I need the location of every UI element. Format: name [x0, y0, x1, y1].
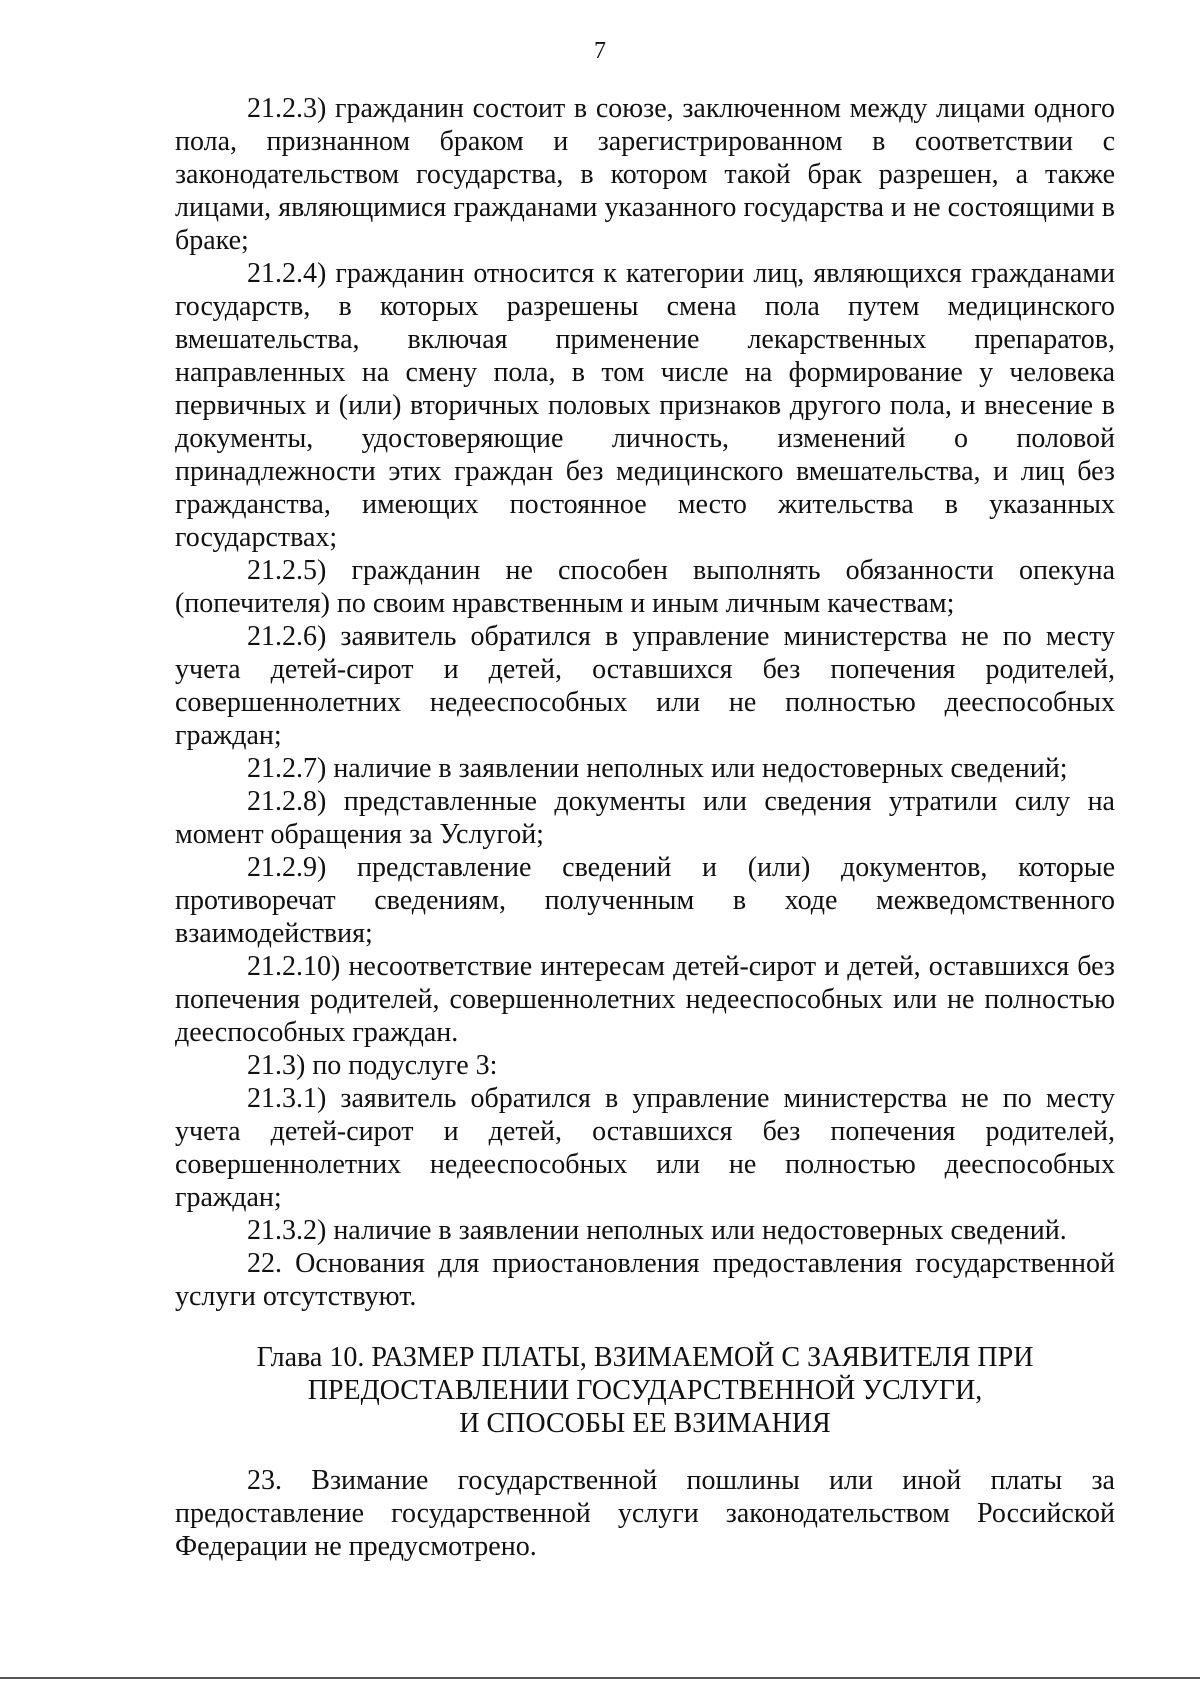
- chapter-heading-line-2: ПРЕДОСТАВЛЕНИИ ГОСУДАРСТВЕННОЙ УСЛУГИ,: [307, 1375, 983, 1406]
- paragraph-21-3: 21.3) по подуслуге 3:: [247, 1050, 498, 1081]
- page-number: 7: [594, 38, 606, 64]
- chapter-heading-line-1: Глава 10. РАЗМЕР ПЛАТЫ, ВЗИМАЕМОЙ С ЗАЯВИТЕЛЯ ПРИ: [256, 1342, 1034, 1373]
- paragraph-21-3-1: 21.3.1) заявитель обратился в управление министерства не по месту учета детей-сирот и детей, оставшихся без попечения родителей, совершеннолетних недееспособных или не полностью дееспособных граждан;: [175, 1083, 1115, 1213]
- paragraph-22: 22. Основания для приостановления предоставления государственной услуги отсутствуют.: [175, 1248, 1115, 1312]
- document-body: [175, 92, 1115, 1563]
- paragraph-23: 23. Взимание государственной пошлины или иной платы за предоставление государственной услуги законодательством Российской Федерации не предусмотрено.: [175, 1465, 1115, 1562]
- chapter-heading: [175, 1341, 1115, 1440]
- paragraph-21-2-5: 21.2.5) гражданин не способен выполнять обязанности опекуна (попечителя) по своим нравственным и иным личным качествам;: [175, 555, 1115, 619]
- paragraph-21-2-3: 21.2.3) гражданин состоит в союзе, заключенном между лицами одного пола, признанном браком и зарегистрированном в соответствии с законодательством государства, в котором такой брак разрешен, а также лицами, являющимися гражданами указанного государства и не состоящими в браке;: [175, 93, 1115, 256]
- paragraph-21-2-9: 21.2.9) представление сведений и (или) документов, которые противоречат сведениям, полученным в ходе межведомственного взаимодействия;: [175, 852, 1115, 949]
- bottom-edge-line: [0, 1677, 1200, 1679]
- paragraph-21-2-7: 21.2.7) наличие в заявлении неполных или недостоверных сведений;: [247, 753, 1068, 784]
- paragraph-21-2-10: 21.2.10) несоответствие интересам детей-сирот и детей, оставшихся без попечения родителей, совершеннолетних недееспособных или не полностью дееспособных граждан.: [175, 951, 1115, 1048]
- paragraph-21-2-6: 21.2.6) заявитель обратился в управление министерства не по месту учета детей-сирот и детей, оставшихся без попечения родителей, совершеннолетних недееспособных или не полностью дееспособных граждан;: [175, 621, 1115, 751]
- chapter-heading-line-3: И СПОСОБЫ ЕЕ ВЗИМАНИЯ: [459, 1408, 831, 1439]
- paragraph-21-2-8: 21.2.8) представленные документы или сведения утратили силу на момент обращения за Услугой;: [175, 786, 1115, 850]
- paragraph-21-2-4: 21.2.4) гражданин относится к категории лиц, являющихся гражданами государств, в которых разрешены смена пола путем медицинского вмешательства, включая применение лекарственных препаратов, направленных на смену пола, в том числе на формирование у человека первичных и (или) вторичных половых признаков другого пола, и внесение в документы, удостоверяющие личность, изменений о половой принадлежности этих граждан без медицинского вмешательства, и лиц без гражданства, имеющих постоянное место жительства в указанных государствах;: [175, 258, 1115, 553]
- paragraph-21-3-2: 21.3.2) наличие в заявлении неполных или недостоверных сведений.: [247, 1215, 1067, 1246]
